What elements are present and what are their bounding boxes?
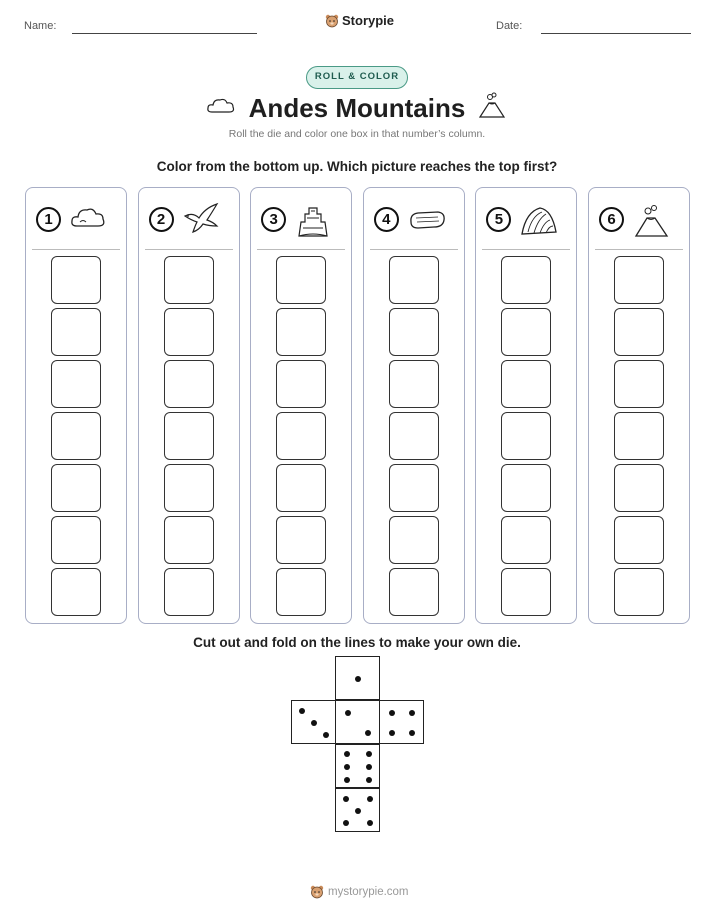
die-pip: [355, 676, 361, 682]
color-box[interactable]: [276, 412, 326, 460]
die-pip: [365, 730, 371, 736]
color-box[interactable]: [276, 256, 326, 304]
color-box[interactable]: [501, 360, 551, 408]
color-box[interactable]: [501, 308, 551, 356]
die-face-4: [379, 700, 424, 744]
color-box[interactable]: [276, 360, 326, 408]
color-box[interactable]: [51, 256, 101, 304]
color-box[interactable]: [389, 308, 439, 356]
die-pip: [366, 764, 372, 770]
brand-name: Storypie: [342, 13, 395, 28]
color-box[interactable]: [51, 412, 101, 460]
die-pip: [299, 708, 305, 714]
color-box[interactable]: [614, 412, 664, 460]
column-divider: [145, 249, 233, 250]
roll-column-6: [588, 187, 690, 624]
column-number: 3: [261, 207, 286, 232]
die-section-title: Cut out and fold on the lines to make your own die.: [193, 635, 521, 650]
roll-column-5: [475, 187, 577, 624]
color-box[interactable]: [51, 464, 101, 512]
roll-column-4: [363, 187, 465, 624]
color-box[interactable]: [51, 360, 101, 408]
die-pip: [409, 730, 415, 736]
die-pip: [345, 710, 351, 716]
die-face-6: [335, 744, 380, 788]
die-pip: [355, 808, 361, 814]
die-pip: [344, 777, 350, 783]
cloud-icon: [70, 202, 108, 240]
die-pip: [323, 732, 329, 738]
column-header: [364, 202, 464, 242]
column-number: 2: [149, 207, 174, 232]
die-pip: [311, 720, 317, 726]
color-box[interactable]: [51, 516, 101, 564]
bear-logo-icon: [325, 14, 339, 28]
die-pip: [366, 777, 372, 783]
roll-column-2: [138, 187, 240, 624]
color-box[interactable]: [501, 568, 551, 616]
column-header: [26, 202, 126, 242]
rainbow-mountain-icon: [520, 202, 558, 240]
name-label: Name:: [24, 20, 57, 32]
column-number: 6: [599, 207, 624, 232]
roll-and-color-badge: ROLL & COLOR: [306, 66, 408, 89]
color-box[interactable]: [164, 464, 214, 512]
color-box[interactable]: [164, 360, 214, 408]
die-pip: [367, 796, 373, 802]
die-face-1: [335, 656, 380, 700]
footer: [310, 885, 409, 899]
color-box[interactable]: [164, 256, 214, 304]
volcano-icon: [478, 91, 506, 119]
color-box[interactable]: [389, 412, 439, 460]
color-box[interactable]: [276, 568, 326, 616]
color-box[interactable]: [389, 360, 439, 408]
column-header: [139, 202, 239, 242]
page-subtitle: Roll the die and color one box in that number’s column.: [228, 128, 486, 140]
color-box[interactable]: [389, 568, 439, 616]
die-pip: [366, 751, 372, 757]
die-face-5: [335, 788, 380, 832]
color-box[interactable]: [501, 412, 551, 460]
color-box[interactable]: [389, 464, 439, 512]
color-box[interactable]: [614, 516, 664, 564]
color-box[interactable]: [389, 256, 439, 304]
die-pip: [389, 710, 395, 716]
die-face-2: [335, 700, 380, 744]
name-line[interactable]: [72, 33, 257, 34]
die-pip: [409, 710, 415, 716]
roll-column-1: [25, 187, 127, 624]
color-box[interactable]: [501, 256, 551, 304]
color-box[interactable]: [614, 464, 664, 512]
color-box[interactable]: [276, 464, 326, 512]
ruins-icon: [295, 202, 333, 240]
column-header: [476, 202, 576, 242]
roll-column-3: [250, 187, 352, 624]
color-box[interactable]: [164, 516, 214, 564]
condor-icon: [183, 202, 221, 240]
color-box[interactable]: [501, 516, 551, 564]
salt-flat-icon: [408, 202, 446, 240]
column-divider: [482, 249, 570, 250]
column-number: 1: [36, 207, 61, 232]
column-divider: [595, 249, 683, 250]
color-box[interactable]: [51, 308, 101, 356]
color-box[interactable]: [614, 568, 664, 616]
die-pip: [367, 820, 373, 826]
instruction-text: Color from the bottom up. Which picture reaches the top first?: [156, 159, 558, 174]
date-line[interactable]: [541, 33, 691, 34]
die-pip: [344, 751, 350, 757]
color-box[interactable]: [164, 308, 214, 356]
column-header: [589, 202, 689, 242]
brand-logo: [325, 13, 394, 28]
color-box[interactable]: [164, 412, 214, 460]
color-box[interactable]: [614, 360, 664, 408]
column-divider: [370, 249, 458, 250]
bear-logo-icon: [310, 885, 324, 899]
die-pip: [344, 764, 350, 770]
column-divider: [32, 249, 120, 250]
column-number: 5: [486, 207, 511, 232]
color-box[interactable]: [389, 516, 439, 564]
volcano-icon: [633, 202, 671, 240]
column-divider: [257, 249, 345, 250]
footer-url: mystorypie.com: [328, 886, 409, 898]
color-box[interactable]: [614, 308, 664, 356]
die-pip: [343, 820, 349, 826]
color-box[interactable]: [276, 516, 326, 564]
die-face-3: [291, 700, 336, 744]
die-pip: [343, 796, 349, 802]
page-title: Andes Mountains: [248, 93, 466, 123]
color-box[interactable]: [276, 308, 326, 356]
color-box[interactable]: [501, 464, 551, 512]
die-pip: [389, 730, 395, 736]
column-number: 4: [374, 207, 399, 232]
date-label: Date:: [496, 20, 523, 32]
color-box[interactable]: [51, 568, 101, 616]
color-box[interactable]: [614, 256, 664, 304]
column-header: [251, 202, 351, 242]
color-box[interactable]: [164, 568, 214, 616]
